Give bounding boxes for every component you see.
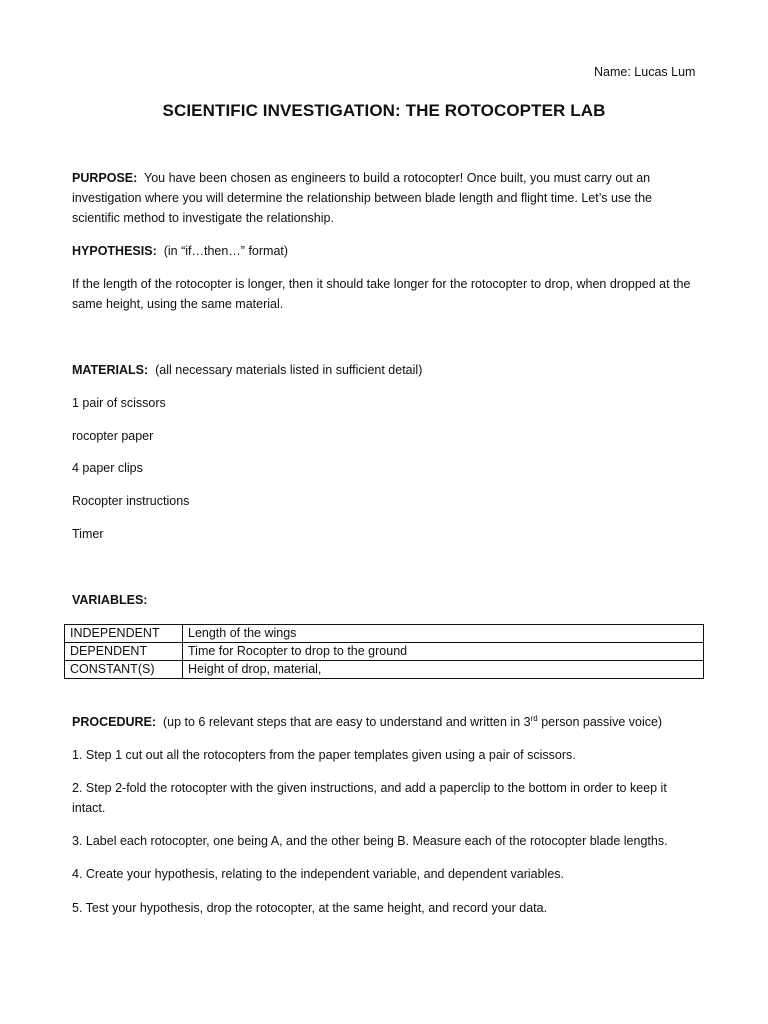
- variable-type: CONSTANT(S): [65, 661, 183, 679]
- variable-value: Height of drop, material,: [183, 661, 704, 679]
- materials-heading: [72, 360, 697, 380]
- purpose-label: PURPOSE:: [72, 171, 138, 185]
- material-item: 4 paper clips: [72, 461, 143, 475]
- hypothesis-label: HYPOTHESIS:: [72, 244, 157, 258]
- variable-type: INDEPENDENT: [65, 625, 183, 643]
- variable-value: Time for Rocopter to drop to the ground: [183, 643, 704, 661]
- variables-label: VARIABLES:: [72, 593, 148, 607]
- procedure-step: 1. Step 1 cut out all the rotocopters from the paper templates given using a pair of scissors.: [72, 748, 576, 762]
- procedure-note-superscript: rd: [530, 713, 538, 723]
- materials-label: MATERIALS:: [72, 363, 149, 377]
- hypothesis-heading: [72, 241, 697, 261]
- variable-value: Length of the wings: [183, 625, 704, 643]
- materials-note: (all necessary materials listed in sufficient detail): [155, 363, 423, 377]
- material-item: Rocopter instructions: [72, 494, 190, 508]
- material-item: Timer: [72, 527, 104, 541]
- material-item: rocopter paper: [72, 429, 154, 443]
- variable-type: DEPENDENT: [65, 643, 183, 661]
- procedure-step: 3. Label each rotocopter, one being A, and the other being B. Measure each of the rotocopter blade lengths.: [72, 834, 668, 848]
- procedure-note: (up to 6 relevant steps that are easy to understand and written in 3: [163, 715, 531, 729]
- variables-table: [64, 624, 704, 679]
- procedure-step: 2. Step 2-fold the rotocopter with the given instructions, and add a paperclip to the bottom in order to keep it intact.: [72, 781, 667, 815]
- material-item: 1 pair of scissors: [72, 396, 166, 410]
- purpose-text: You have been chosen as engineers to build a rotocopter! Once built, you must carry out an investigation where you will determine the relationship between blade length and flight time. Let’s use the scientific method to investigate the relationship.: [72, 171, 652, 225]
- procedure-step: 5. Test your hypothesis, drop the rotocopter, at the same height, and record your data.: [72, 901, 548, 915]
- procedure-heading: [72, 712, 697, 732]
- hypothesis-text: If the length of the rotocopter is longer, then it should take longer for the rotocopter to drop, when dropped at the same height, using the same material.: [72, 277, 691, 311]
- hypothesis-note: (in “if…then…” format): [163, 244, 289, 258]
- purpose-section: [72, 168, 697, 228]
- page-title: SCIENTIFIC INVESTIGATION: THE ROTOCOPTER LAB: [162, 101, 606, 120]
- procedure-note-end: person passive voice): [537, 715, 663, 729]
- student-name: Name: Lucas Lum: [594, 65, 696, 79]
- table-row: [65, 643, 704, 661]
- procedure-step: 4. Create your hypothesis, relating to the independent variable, and dependent variables.: [72, 867, 564, 881]
- procedure-label: PROCEDURE:: [72, 715, 157, 729]
- table-row: [65, 661, 704, 679]
- table-row: [65, 625, 704, 643]
